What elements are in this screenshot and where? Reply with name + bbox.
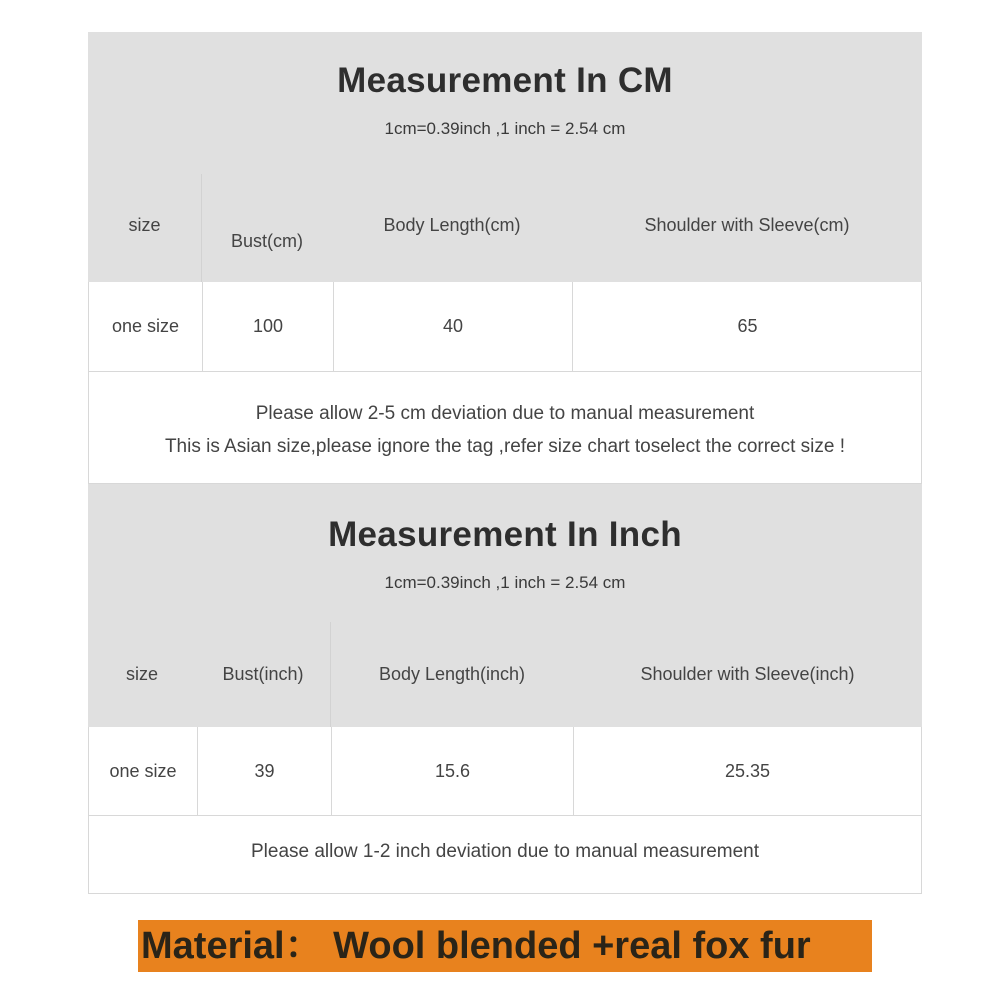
- cell-shoulder-sleeve: 25.35: [573, 727, 921, 815]
- header-shoulder-sleeve: Shoulder with Sleeve(cm): [644, 215, 850, 235]
- inch-chart-subtitle: 1cm=0.39inch ,1 inch = 2.54 cm: [384, 573, 626, 592]
- table-row: [88, 727, 922, 816]
- header-bust: Bust(cm): [231, 231, 303, 251]
- cm-chart-note: [88, 372, 922, 484]
- header-size: size: [125, 664, 158, 684]
- cell-shoulder-sleeve: 65: [572, 282, 922, 371]
- header-bust: Bust(inch): [222, 664, 304, 684]
- asian-size-note: This is Asian size,please ignore the tag ,refer size chart toselect the correct size !: [164, 436, 846, 457]
- inch-size-chart: [88, 484, 922, 894]
- cell-bust: 39: [197, 727, 331, 815]
- cell-size: one size: [109, 760, 177, 781]
- column-divider: [201, 174, 202, 282]
- header-shoulder-sleeve: Shoulder with Sleeve(inch): [640, 664, 855, 684]
- header-body-length: Body Length(cm): [383, 215, 521, 235]
- material-banner: Material： Wool blended +real fox fur: [138, 920, 872, 972]
- inch-chart-title: Measurement In Inch: [328, 515, 682, 554]
- cm-chart-header: [88, 32, 922, 282]
- inch-chart-note: [88, 816, 922, 894]
- cm-size-chart: [88, 32, 922, 484]
- cm-chart-subtitle: 1cm=0.39inch ,1 inch = 2.54 cm: [384, 119, 626, 138]
- deviation-note: Please allow 1-2 inch deviation due to manual measurement: [250, 841, 760, 862]
- cell-size: one size: [111, 316, 180, 336]
- table-row: [88, 282, 922, 372]
- header-body-length: Body Length(inch): [378, 664, 526, 684]
- deviation-note: Please allow 2-5 cm deviation due to manual measurement: [255, 403, 755, 424]
- cell-body-length: 40: [333, 282, 572, 371]
- cell-bust: 100: [202, 282, 333, 371]
- cell-body-length: 15.6: [331, 727, 573, 815]
- cm-chart-title: Measurement In CM: [337, 61, 673, 100]
- inch-chart-header: [88, 484, 922, 727]
- header-size: size: [128, 215, 161, 235]
